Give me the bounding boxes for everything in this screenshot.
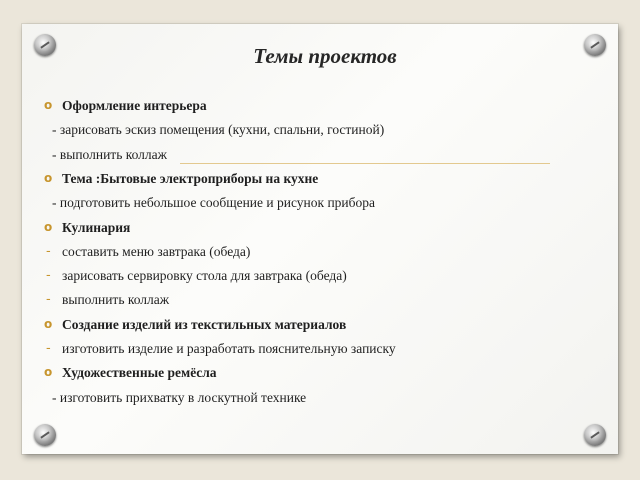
list-item-text: - подготовить небольшое сообщение и рисунок прибора <box>52 195 375 211</box>
list-item-text: - изготовить прихватку в лоскутной технике <box>52 389 307 405</box>
bullet-icon: o <box>44 170 53 185</box>
bullet-icon: o <box>44 316 53 331</box>
dash-bullet-icon: - <box>46 341 51 356</box>
slide-title: Темы проектов <box>253 44 397 68</box>
list-item-text: изготовить изделие и разработать пояснительную записку <box>62 341 396 356</box>
dash-bullet-icon: - <box>46 243 51 259</box>
pushpin-icon <box>584 424 606 446</box>
pushpin-icon <box>34 424 56 446</box>
dash-bullet-icon: - <box>46 292 51 308</box>
list-item-text: - выполнить коллаж <box>52 146 167 162</box>
list-item-text: зарисовать сервировку стола для завтрака (обеда) <box>62 268 347 284</box>
list-item-text: Художественные ремёсла <box>62 365 217 381</box>
list-item-text: Оформление интерьера <box>62 98 207 113</box>
bullet-icon: o <box>44 219 53 234</box>
list-item-text: Кулинария <box>62 219 131 235</box>
list-item-text: Тема :Бытовые электроприборы на кухне <box>62 170 319 186</box>
bullet-icon: o <box>44 98 53 112</box>
dash-bullet-icon: - <box>46 268 51 284</box>
list-item-text: - зарисовать эскиз помещения (кухни, спальни, гостиной) <box>52 122 385 138</box>
bullet-icon: o <box>44 365 53 380</box>
list-item-text: выполнить коллаж <box>62 292 170 308</box>
list-item-text: Создание изделий из текстильных материалов <box>62 316 347 332</box>
decorative-rule <box>180 163 550 164</box>
list-item-text: составить меню завтрака (обеда) <box>62 243 251 259</box>
